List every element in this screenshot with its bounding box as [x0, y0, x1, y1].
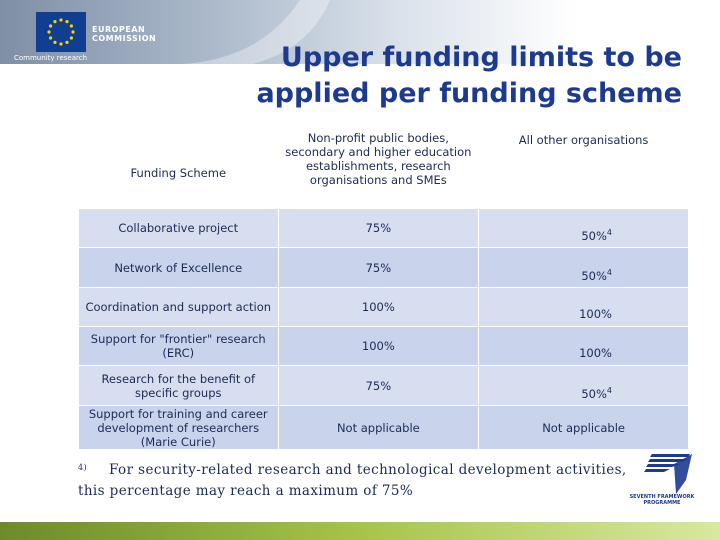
- title-line1: Upper funding limits to be: [280, 42, 682, 73]
- footnote-text: For security-related research and technological development activities, this percentage may reach a maximum of 75%: [78, 462, 627, 499]
- cell-other: [479, 248, 689, 288]
- cell-scheme: Network of Excellence: [79, 248, 279, 288]
- cell-other-value: 50%: [581, 228, 607, 243]
- header-funding-scheme: Funding Scheme: [79, 129, 279, 209]
- cell-other: [479, 288, 689, 327]
- cell-nonprofit: Not applicable: [278, 406, 479, 450]
- bottom-band: [0, 522, 720, 540]
- table-row: [79, 288, 689, 327]
- table-row: [79, 248, 689, 288]
- cell-nonprofit: 75%: [278, 366, 479, 406]
- table-row: [79, 327, 689, 366]
- header-nonprofit: Non-profit public bodies, secondary and higher education establishments, research organisations and SMEs: [278, 129, 479, 209]
- cell-nonprofit: 75%: [278, 248, 479, 288]
- cell-scheme: Collaborative project: [79, 209, 279, 248]
- cell-other-value: 50%: [581, 268, 607, 283]
- community-research-label: Community research: [14, 54, 88, 62]
- table-row: [79, 406, 689, 450]
- cell-other-value: 50%: [581, 386, 607, 401]
- cell-scheme: Coordination and support action: [79, 288, 279, 327]
- footnote-ref: 4: [606, 385, 612, 395]
- header-other-orgs: All other organisations: [479, 129, 689, 209]
- fp7-line1: SEVENTH FRAMEWORK: [629, 494, 695, 500]
- fp7-wordmark: [624, 494, 700, 506]
- cell-nonprofit: 100%: [278, 327, 479, 366]
- footnote-ref: 4: [606, 267, 612, 277]
- cell-other: [479, 366, 689, 406]
- cell-scheme: Research for the benefit of specific groups: [79, 366, 279, 406]
- cell-nonprofit: 100%: [278, 288, 479, 327]
- funding-table: [78, 128, 689, 450]
- table-row: [79, 209, 689, 248]
- cell-other: [479, 327, 689, 366]
- table-header-row: [79, 129, 689, 209]
- cell-other-value: Not applicable: [542, 420, 625, 435]
- cell-other-value: 100%: [579, 307, 612, 321]
- eu-stars-icon: [36, 12, 86, 52]
- cell-other: [479, 406, 689, 450]
- ec-wordmark-line1: EUROPEAN: [92, 25, 146, 34]
- ec-wordmark: [92, 25, 156, 43]
- cell-nonprofit: 75%: [278, 209, 479, 248]
- ec-wordmark-line2: COMMISSION: [92, 34, 157, 43]
- cell-scheme: Support for "frontier" research (ERC): [79, 327, 279, 366]
- cell-other: [479, 209, 689, 248]
- page-title: [162, 40, 682, 112]
- cell-scheme: Support for training and career development of researchers (Marie Curie): [79, 406, 279, 450]
- footnote-ref: 4: [606, 228, 612, 237]
- cell-other-value: 100%: [579, 346, 612, 360]
- table-row: [79, 366, 689, 406]
- eu-flag-logo: [36, 12, 86, 52]
- title-line2: applied per funding scheme: [256, 78, 682, 109]
- footnote-marker: 4): [78, 463, 88, 472]
- fp7-line2: PROGRAMME: [643, 500, 681, 506]
- fp7-logo-icon: [626, 450, 696, 516]
- footnote: [78, 457, 638, 502]
